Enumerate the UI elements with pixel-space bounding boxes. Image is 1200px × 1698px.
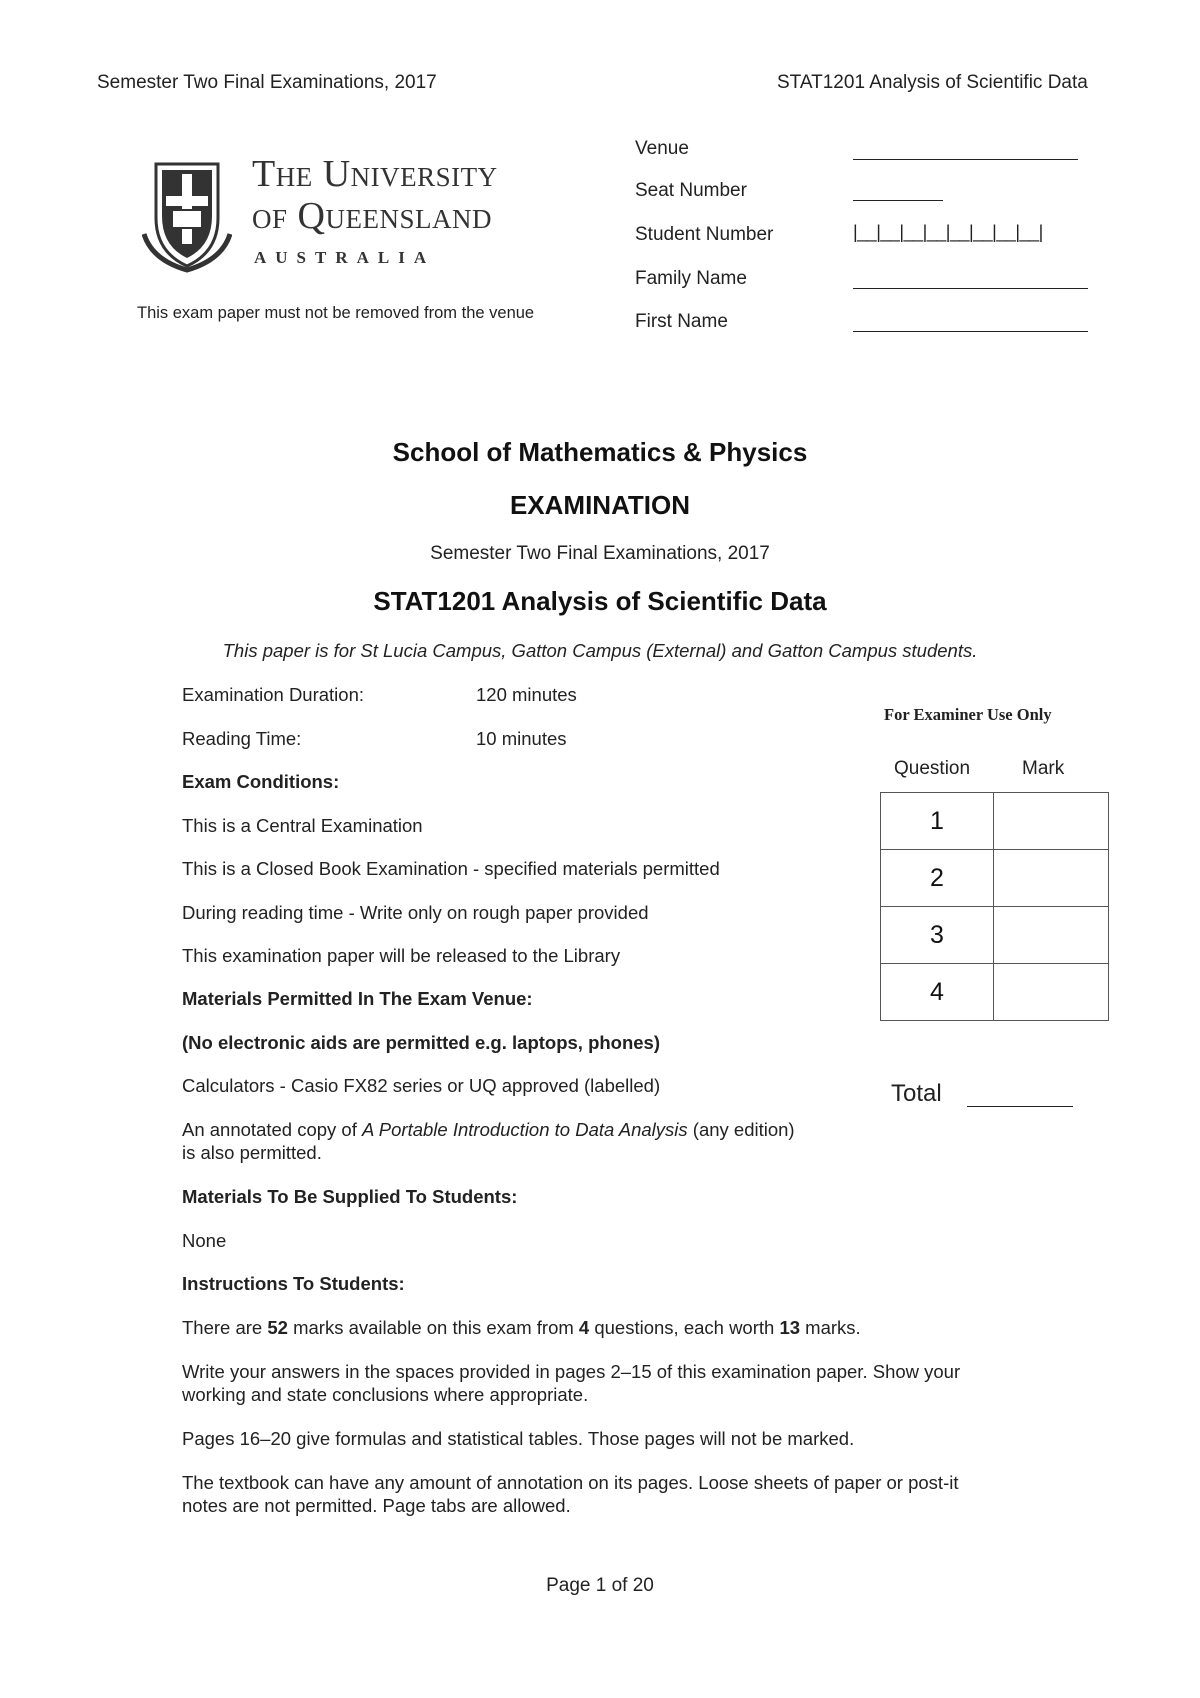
calculators-text: Calculators - Casio FX82 series or UQ approved (labelled) (182, 1075, 661, 1096)
course-title: STAT1201 Analysis of Scientific Data (373, 586, 827, 616)
examiner-use-title: For Examiner Use Only (884, 705, 1052, 724)
marks-text: There are (182, 1317, 268, 1338)
reading-time-value: 10 minutes (476, 728, 567, 749)
examiner-marks-table (880, 792, 1109, 1021)
header-right: STAT1201 Analysis of Scientific Data (777, 72, 1088, 93)
textbook-instruction-line-1: The textbook can have any amount of annotation on its pages. Loose sheets of paper or post-it (182, 1472, 959, 1493)
question-column-header: Question (894, 758, 971, 779)
mark-cell[interactable] (994, 907, 1109, 964)
textbook-post: (any edition) (687, 1119, 795, 1140)
textbook-permission-line-2: is also permitted. (182, 1142, 322, 1163)
textbook-pre: An annotated copy of (182, 1119, 362, 1140)
seat-number-line[interactable] (853, 200, 943, 201)
first-name-line[interactable] (853, 331, 1088, 332)
exam-duration-label: Examination Duration: (182, 684, 365, 705)
student-number-label: Student Number (635, 224, 774, 245)
condition-item: During reading time - Write only on rough paper provided (182, 902, 649, 923)
removal-notice: This exam paper must not be removed from the venue (137, 304, 535, 322)
marks-text: marks. (800, 1317, 861, 1338)
textbook-title: A Portable Introduction to Data Analysis (362, 1119, 688, 1140)
question-number: 1 (881, 793, 994, 850)
campus-note: This paper is for St Lucia Campus, Gatton Campus (External) and Gatton Campus students. (222, 640, 978, 661)
instructions-heading: Instructions To Students: (182, 1273, 405, 1294)
logo-line-2: of Queensland (252, 195, 492, 237)
total-line[interactable] (967, 1106, 1073, 1107)
venue-label: Venue (635, 138, 689, 159)
exam-conditions-heading: Exam Conditions: (182, 771, 340, 792)
school-title: School of Mathematics & Physics (392, 437, 808, 467)
page-number: Page 1 of 20 (546, 1575, 654, 1596)
university-logo (142, 152, 562, 282)
logo-line-1: The University (252, 153, 498, 195)
total-label: Total (891, 1080, 942, 1107)
family-name-label: Family Name (635, 268, 747, 289)
materials-subheading: (No electronic aids are permitted e.g. laptops, phones) (182, 1032, 661, 1053)
semester-subtitle: Semester Two Final Examinations, 2017 (430, 543, 770, 564)
table-row (881, 793, 1109, 850)
mark-cell[interactable] (994, 964, 1109, 1021)
marks-total: 52 (267, 1317, 288, 1338)
marks-text: marks available on this exam from (287, 1317, 579, 1338)
textbook-permission (182, 1119, 795, 1141)
reading-time-label: Reading Time: (182, 728, 302, 749)
marks-text: questions, each worth (589, 1317, 780, 1338)
exam-duration-value: 120 minutes (476, 684, 577, 705)
table-row (881, 850, 1109, 907)
table-row (881, 907, 1109, 964)
mark-cell[interactable] (994, 793, 1109, 850)
condition-item: This examination paper will be released to the Library (182, 945, 621, 966)
mark-cell[interactable] (994, 850, 1109, 907)
textbook-instruction-line-2: notes are not permitted. Page tabs are allowed. (182, 1495, 571, 1516)
supplied-heading: Materials To Be Supplied To Students: (182, 1186, 518, 1207)
condition-item: This is a Closed Book Examination - specified materials permitted (182, 858, 720, 879)
materials-heading: Materials Permitted In The Exam Venue: (182, 988, 533, 1009)
family-name-line[interactable] (853, 288, 1088, 289)
student-number-boxes[interactable]: |__|__|__|__|__|__|__|__| (853, 222, 1043, 242)
university-crest-icon (142, 156, 232, 274)
first-name-label: First Name (635, 311, 728, 332)
condition-item: This is a Central Examination (182, 815, 423, 836)
question-count: 4 (578, 1317, 590, 1338)
question-number: 3 (881, 907, 994, 964)
pages-instruction: Pages 16–20 give formulas and statistical tables. Those pages will not be marked. (182, 1428, 855, 1449)
seat-number-label: Seat Number (635, 180, 747, 201)
question-number: 4 (881, 964, 994, 1021)
marks-instruction (182, 1317, 861, 1339)
logo-line-3: AUSTRALIA (254, 248, 436, 267)
table-row (881, 964, 1109, 1021)
supplied-value: None (182, 1230, 227, 1251)
venue-line[interactable] (853, 159, 1078, 160)
answers-instruction-line-2: working and state conclusions where appropriate. (182, 1384, 589, 1405)
answers-instruction-line-1: Write your answers in the spaces provided in pages 2–15 of this examination paper. Show your (182, 1361, 961, 1382)
exam-title: EXAMINATION (509, 490, 691, 520)
marks-each: 13 (779, 1317, 801, 1338)
header-left: Semester Two Final Examinations, 2017 (97, 72, 437, 93)
question-number: 2 (881, 850, 994, 907)
mark-column-header: Mark (1022, 758, 1065, 779)
